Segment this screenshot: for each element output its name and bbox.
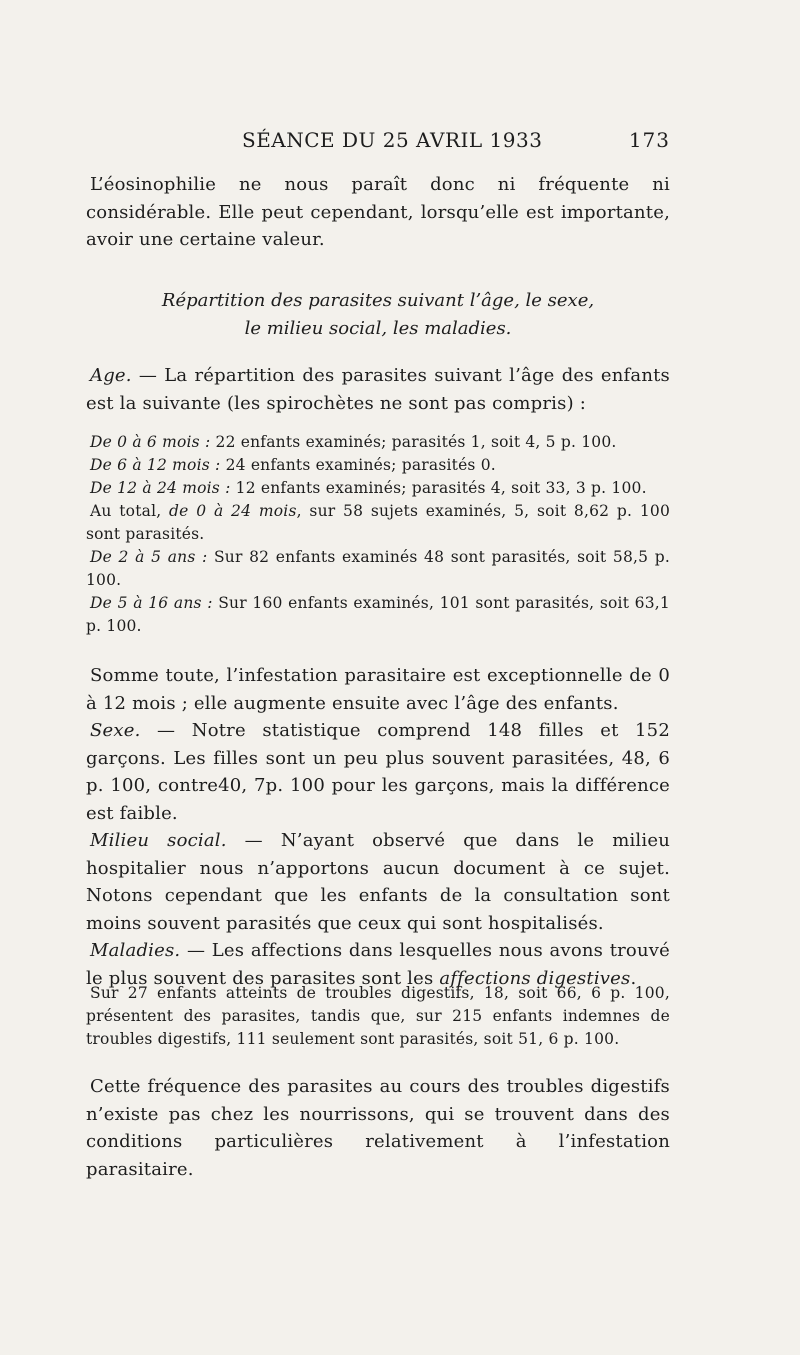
milieu-text: — N’ayant observé que dans le milieu hospitalier nous n’apportons aucun document à ce sujet. Notons cependant que les enfants de la consultation sont moins souvent parasités que ceux qui sont hospitalisés. <box>86 830 670 934</box>
total-label: de 0 à 24 mois <box>169 502 297 520</box>
running-header <box>86 128 670 158</box>
age-row-5-16 <box>86 592 670 638</box>
age-row-label: De 0 à 6 mois : <box>90 433 211 451</box>
sexe-text: — Notre statistique comprend 148 filles et 152 garçons. Les filles sont un peu plus souvent parasitées, 48, 6 p. 100, contre40, 7p. 100 pour les garçons, mais la différence est faible. <box>86 720 670 824</box>
maladies-label: Maladies. <box>90 940 181 961</box>
maladies-text: — Les affections dans lesquelles nous avons trouvé le plus souvent des parasites sont les <box>86 940 670 989</box>
milieu-paragraph <box>86 827 670 937</box>
intro-paragraph: L’éosinophilie ne nous paraît donc ni fréquente ni considérable. Elle peut cependant, lorsqu’elle est importante, avoir une certaine valeur. <box>86 174 670 250</box>
findings-block <box>86 662 670 992</box>
sexe-label: Sexe. <box>90 720 141 741</box>
age-row-label: De 5 à 16 ans : <box>90 594 213 612</box>
total-text: , sur 58 sujets examinés, 5, soit 8,62 p. 100 sont parasités. <box>86 502 671 543</box>
age-total-row <box>86 500 670 546</box>
age-data-block <box>86 431 670 638</box>
age-row-text: Sur 82 enfants examinés 48 sont parasités, soit 58,5 p. 100. <box>86 548 670 589</box>
final-paragraph: Cette fréquence des parasites au cours des troubles digestifs n’existe pas chez les nourrissons, qui se trouvent dans des conditions particulières relativement à l’infestation parasitaire. <box>86 1076 670 1180</box>
section-heading-line-2: le milieu social, les maladies. <box>244 318 512 339</box>
age-row-text: Sur 160 enfants examinés, 101 sont parasités, soit 63,1 p. 100. <box>86 594 670 635</box>
digest-paragraph: Sur 27 enfants atteints de troubles digestifs, 18, soit 66, 6 p. 100, présentent des parasites, tandis que, sur 215 enfants indemnes de troubles digestifs, 111 seulement sont parasités, soit 51, 6 p. 100. <box>86 984 670 1048</box>
age-text: — La répartition des parasites suivant l’âge des enfants est la suivante (les spirochètes ne sont pas compris) : <box>86 365 670 414</box>
age-row-12-24 <box>86 477 670 500</box>
summary-paragraph: Somme toute, l’infestation parasitaire est exceptionnelle de 0 à 12 mois ; elle augmente ensuite avec l’âge des enfants. <box>86 665 670 714</box>
maladies-end: . <box>630 967 637 989</box>
age-row-text: 24 enfants examinés; parasités 0. <box>220 456 496 474</box>
age-label: Age. <box>90 365 132 386</box>
header-title: SÉANCE DU 25 AVRIL 1933 <box>242 128 543 152</box>
age-row-2-5 <box>86 546 670 592</box>
age-row-0-6 <box>86 431 670 454</box>
age-row-6-12 <box>86 454 670 477</box>
page-number: 173 <box>628 128 670 152</box>
age-row-text: 12 enfants examinés; parasités 4, soit 33, 3 p. 100. <box>230 479 647 497</box>
age-row-label: De 6 à 12 mois : <box>90 456 221 474</box>
section-heading-line-1: Répartition des parasites suivant l’âge, le sexe, <box>161 290 595 311</box>
age-row-text: 22 enfants examinés; parasités 1, soit 4, 5 p. 100. <box>210 433 617 451</box>
total-prefix: Au total, <box>90 502 170 520</box>
age-row-label: De 2 à 5 ans : <box>90 548 208 566</box>
age-paragraph <box>86 362 670 417</box>
maladies-emphasis: affections digestives <box>439 967 631 989</box>
age-row-label: De 12 à 24 mois : <box>90 479 231 497</box>
section-heading <box>86 287 670 343</box>
sexe-paragraph <box>86 717 670 827</box>
milieu-label: Milieu social. <box>90 830 227 851</box>
